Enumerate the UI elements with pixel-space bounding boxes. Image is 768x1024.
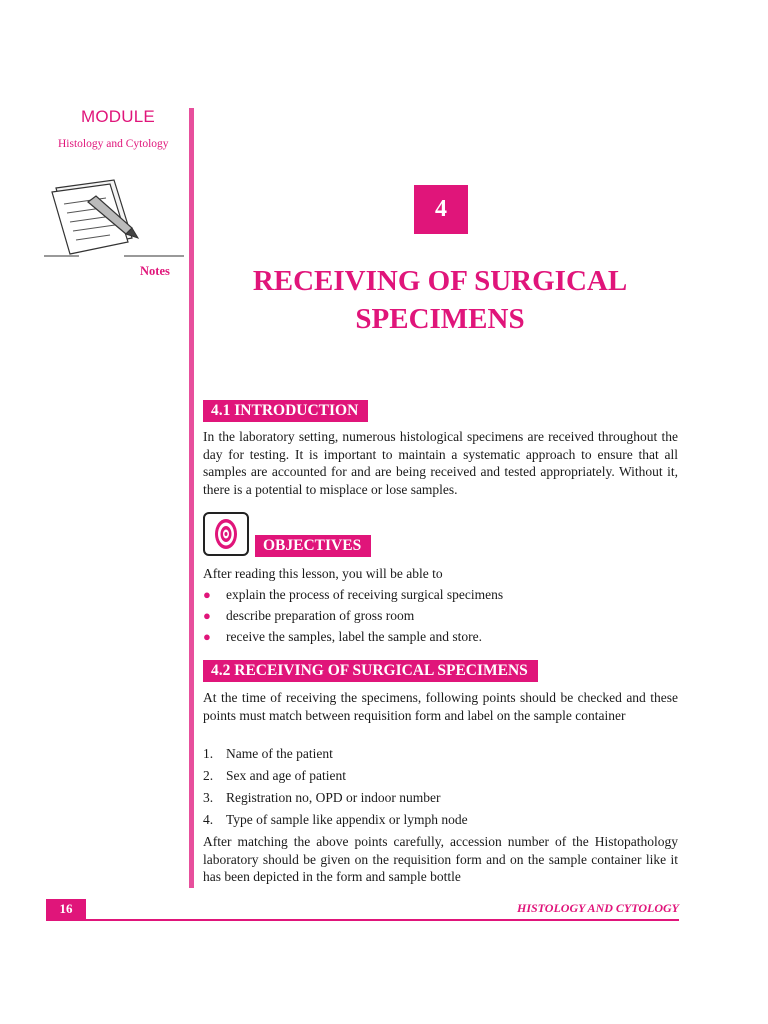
running-title: HISTOLOGY AND CYTOLOGY xyxy=(517,901,679,915)
section-heading-receiving: 4.2 RECEIVING OF SURGICAL SPECIMENS xyxy=(203,660,538,682)
closing-paragraph: After matching the above points carefully, accession number of the Histopathology laboratory should be given on the requisition form and on the sample container like it has been depicted in the form and sample bottle xyxy=(203,834,678,884)
section-heading-introduction: 4.1 INTRODUCTION xyxy=(203,400,368,422)
module-subject: Histology and Cytology xyxy=(58,138,169,150)
list-item: ● describe preparation of gross room xyxy=(203,608,415,623)
notes-label: Notes xyxy=(140,264,170,278)
chapter-title-line2: SPECIMENS xyxy=(355,303,525,335)
list-item: ● receive the samples, label the sample and store. xyxy=(203,629,483,644)
margin-divider xyxy=(189,108,194,888)
chapter-title xyxy=(214,262,666,338)
objectives-lead: After reading this lesson, you will be able to xyxy=(203,566,443,581)
chapter-title-line1: RECEIVING OF SURGICAL xyxy=(252,265,628,297)
list-item: 4. Type of sample like appendix or lymph node xyxy=(203,812,468,827)
page-number: 16 xyxy=(46,899,86,919)
target-icon xyxy=(203,512,249,556)
introduction-paragraph: In the laboratory setting, numerous histological specimens are received throughout the day for testing. It is important to maintain a systematic approach to ensure that all samples are accounted for and are being received and tested appropriately. Without it, there is a potential to misplace or lose samples. xyxy=(203,429,678,497)
footer-rule xyxy=(46,919,679,921)
module-label: MODULE xyxy=(81,107,155,126)
section-heading-objectives: OBJECTIVES xyxy=(255,535,371,557)
list-item: ● explain the process of receiving surgical specimens xyxy=(203,587,504,602)
list-item: 1. Name of the patient xyxy=(203,746,333,761)
notepad-pencil-icon xyxy=(44,176,184,261)
list-item: 3. Registration no, OPD or indoor number xyxy=(203,790,441,805)
receiving-paragraph: At the time of receiving the specimens, following points should be checked and these points must match between requisition form and label on the sample container xyxy=(203,690,678,723)
chapter-number: 4 xyxy=(414,185,468,234)
list-item: 2. Sex and age of patient xyxy=(203,768,346,783)
